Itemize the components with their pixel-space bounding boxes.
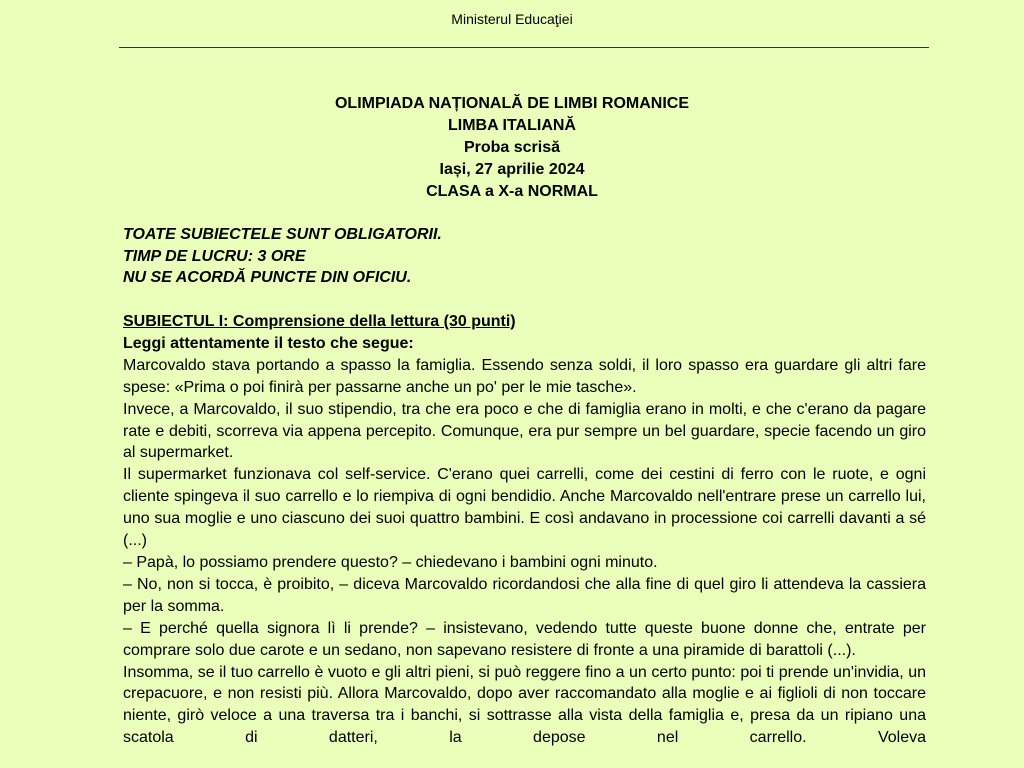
ministry-header: Ministerul Educaţiei: [451, 11, 573, 27]
text-paragraph: – E perché quella signora lì li prende? – insistevano, vedendo tutte queste buone donne che, entrate per comprare solo due carote e un sedano, non sapevano resistere di fronte a una piramide di barattoli (...).: [123, 619, 926, 659]
exam-title-block: [0, 93, 1024, 203]
text-paragraph: Marcovaldo stava portando a spasso la famiglia. Essendo senza soldi, il loro spasso era guardare gli altri fare spese: «Prima o poi finirà per passarne anche un po' per le mie tasche».: [123, 356, 926, 396]
exam-class: CLASA a X-a NORMAL: [426, 183, 598, 200]
exam-place-date: Iași, 27 aprilie 2024: [439, 161, 585, 178]
text-paragraph: Il supermarket funzionava col self-service. C'erano quei carrelli, come dei cestini di ferro con le ruote, e ogni cliente spingeva il suo carrello e lo riempiva di ogni bendidio. Anche Marcovaldo nell'entrare prese un carrello lui, uno sua moglie e uno ciascuno dei suoi quattro bambini. E così andavano in processione coi carrelli davanti a sé (...): [123, 466, 926, 550]
header-divider: [119, 47, 929, 48]
text-paragraph: – No, non si tocca, è proibito, – diceva Marcovaldo ricordandosi che alla fine di quel giro li attendeva la cassiera per la somma.: [123, 575, 926, 615]
subject-heading: SUBIECTUL I: Comprensione della lettura (30 punti): [123, 313, 516, 330]
exam-type: Proba scrisă: [463, 139, 561, 156]
instruction-points: NU SE ACORDĂ PUNCTE DIN OFICIU.: [123, 269, 412, 286]
olympiad-title: OLIMPIADA NAȚIONALĂ DE LIMBI ROMANICE: [334, 95, 690, 112]
text-paragraph: – Papà, lo possiamo prendere questo? – chiedevano i bambini ogni minuto.: [123, 553, 658, 571]
instruction-mandatory: TOATE SUBIECTELE SUNT OBLIGATORII.: [123, 226, 442, 243]
text-paragraph: Invece, a Marcovaldo, il suo stipendio, tra che era poco e che di famiglia erano in molti, e che c'erano da pagare rate e debiti, scorreva via appena percepito. Comunque, era pur sempre un bel guardare, specie facendo un giro al supermarket.: [123, 400, 926, 462]
exam-instructions: [123, 224, 442, 289]
text-paragraph: Insomma, se il tuo carrello è vuoto e gli altri pieni, si può reggere fino a un certo punto: poi ti prende un'invidia, un crepacuore, e non resisti più. Allora Marcovaldo, dopo aver raccomandato alla moglie e ai figlioli di non toccare niente, girò veloce a una traversa tra i banchi, si sottrasse alla vista della famiglia e, presa da un ripiano una scatola di datteri, la depose nel carrello. Voleva: [123, 663, 926, 747]
task-heading: Leggi attentamente il testo che segue:: [123, 334, 414, 352]
instruction-time: TIMP DE LUCRU: 3 ORE: [123, 247, 306, 265]
subject-section: [123, 311, 926, 749]
language-title: LIMBA ITALIANĂ: [448, 117, 576, 134]
